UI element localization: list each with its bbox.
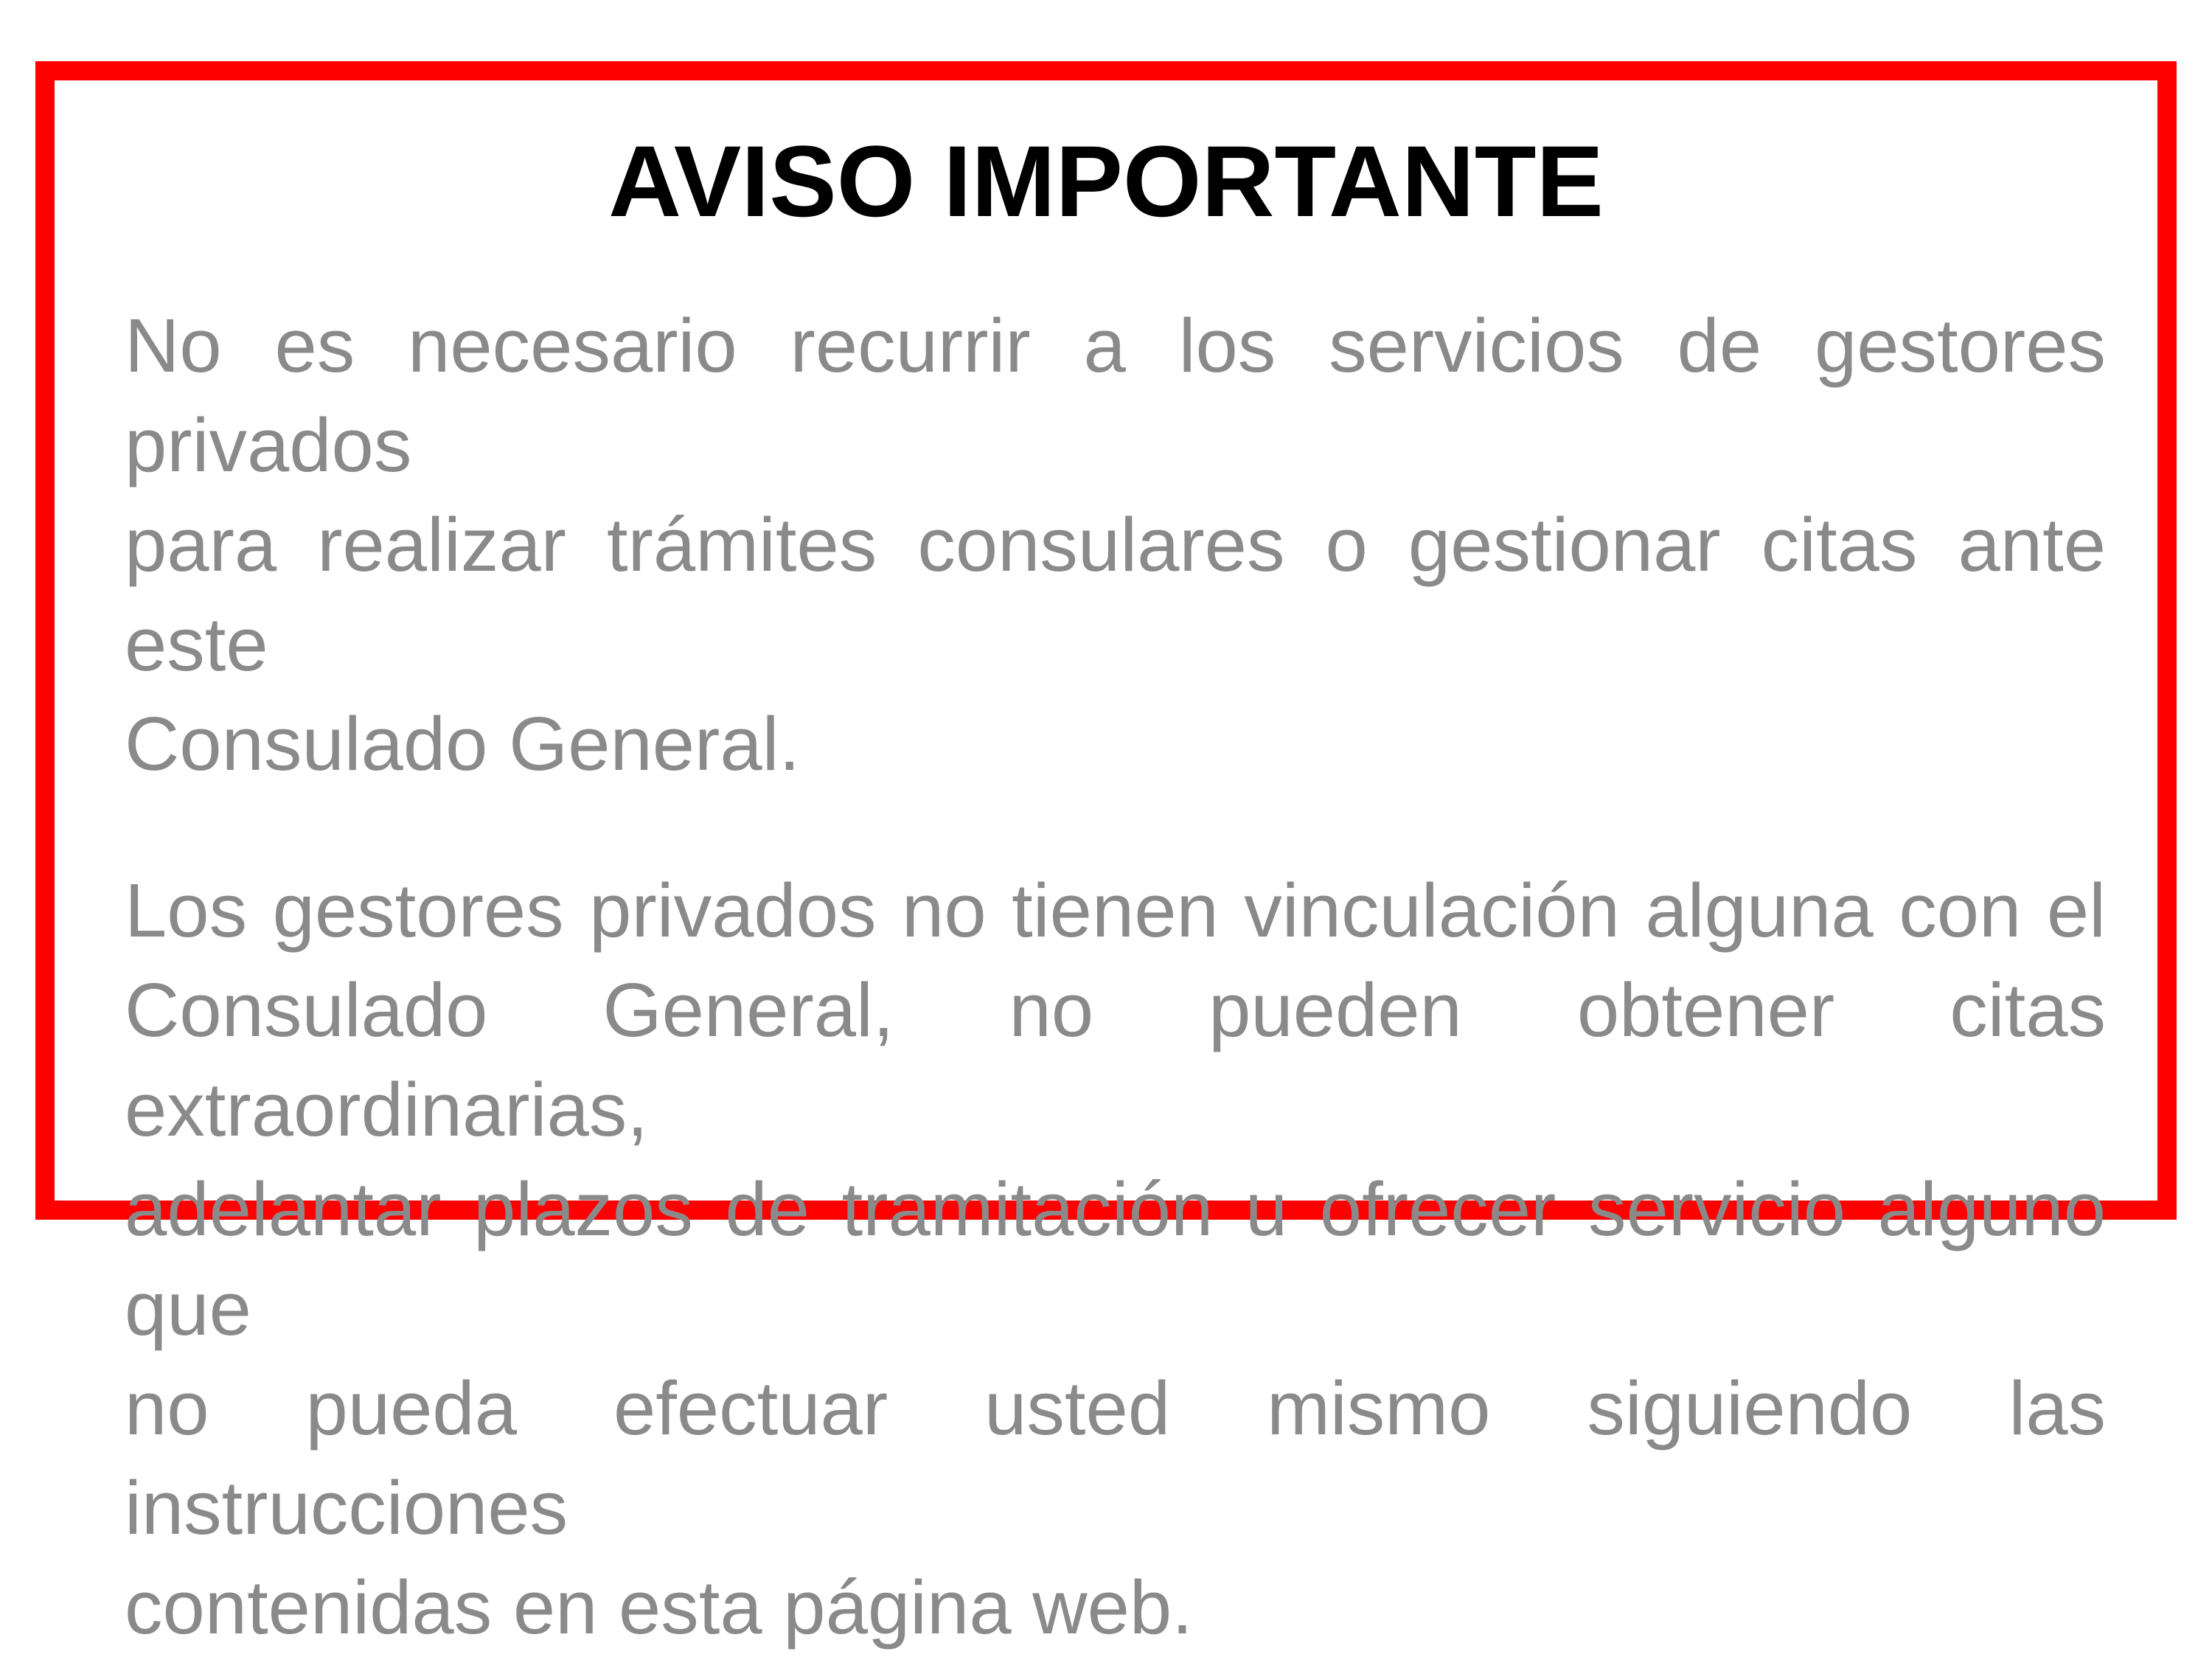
notice-paragraph-1 [125, 296, 2106, 793]
notice-title: AVISO IMPORTANTE [608, 125, 1604, 238]
paragraph-2-line-5: contenidas en esta página web. [125, 1565, 1193, 1650]
paragraph-2-line-2: Consulado General, no pueden obtener citas extraordinarias, [125, 968, 2106, 1153]
paragraph-2-line-4: no pueda efectuar usted mismo siguiendo las instrucciones [125, 1366, 2106, 1551]
notice-body [125, 296, 2106, 1657]
notice-paragraph-2 [125, 861, 2106, 1657]
notice-box [35, 61, 2177, 1650]
paragraph-2-line-3: adelantar plazos de tramitación u ofrecer servicio alguno que [125, 1167, 2106, 1352]
paragraph-1-line-3: Consulado General. [125, 701, 801, 787]
paragraph-2-line-1: Los gestores privados no tienen vinculación alguna con el [125, 868, 2106, 953]
paragraph-1-line-2: para realizar trámites consulares o gestionar citas ante este [125, 502, 2106, 687]
paragraph-1-line-1: No es necesario recurrir a los servicios de gestores privados [125, 303, 2106, 488]
